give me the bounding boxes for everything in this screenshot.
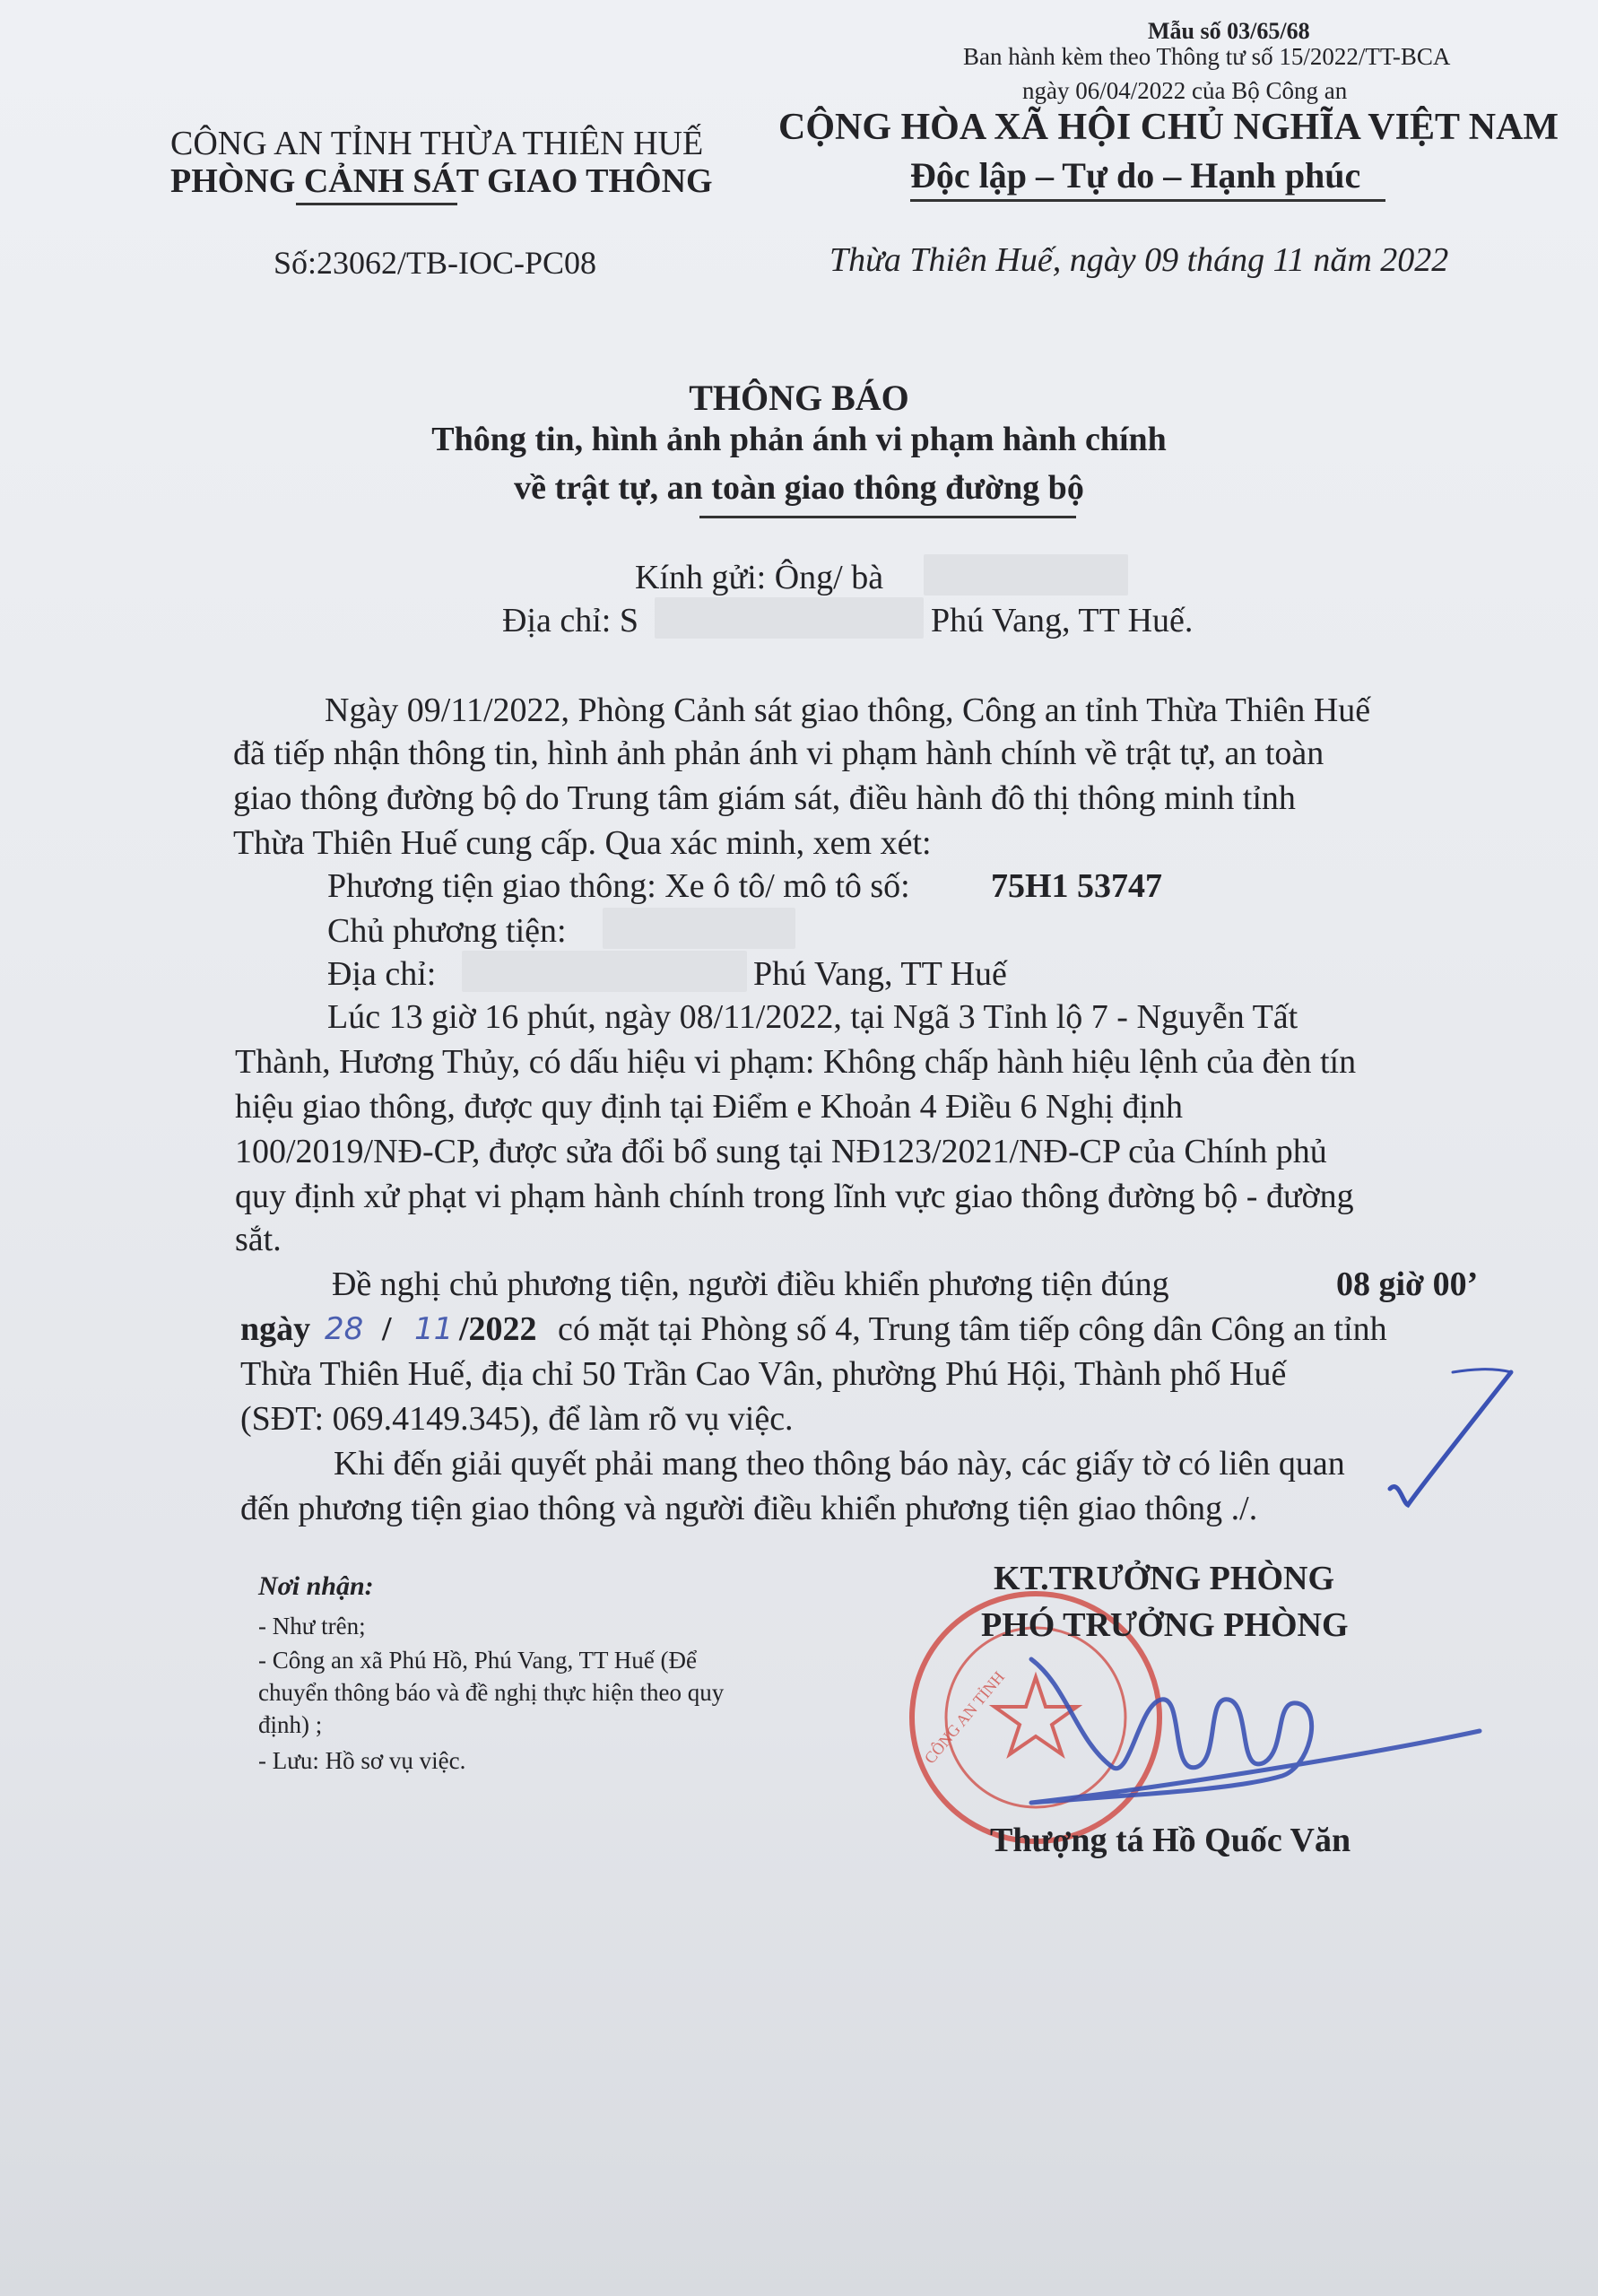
body-line: Lúc 13 giờ 16 phút, ngày 08/11/2022, tại Ngã 3 Tỉnh lộ 7 - Nguyễn Tất	[327, 998, 1298, 1036]
form-issued-by: Ban hành kèm theo Thông tư số 15/2022/TT-BCA	[963, 43, 1451, 70]
redacted-owner	[603, 908, 795, 949]
motto-underline	[910, 199, 1385, 202]
body-line: hiệu giao thông, được quy định tại Điểm e Khoản 4 Điều 6 Nghị định	[235, 1088, 1184, 1126]
handwritten-month: 11	[414, 1311, 454, 1347]
document-title: THÔNG BÁO	[689, 378, 909, 418]
body-line: Đề nghị chủ phương tiện, người điều khiển phương tiện đúng	[332, 1265, 1169, 1303]
body-line: Ngày 09/11/2022, Phòng Cảnh sát giao thông, Công an tỉnh Thừa Thiên Huế	[325, 691, 1371, 729]
subtitle-underline	[699, 516, 1076, 518]
body-line: có mặt tại Phòng số 4, Trung tâm tiếp công dân Công an tỉnh	[558, 1310, 1387, 1348]
recipient-address-tail: Phú Vang, TT Huế.	[931, 602, 1194, 639]
owner-address-tail: Phú Vang, TT Huế	[753, 955, 1007, 993]
country-name: CỘNG HÒA XÃ HỘI CHỦ NGHĨA VIỆT NAM	[778, 107, 1559, 148]
appointment-year: /2022	[459, 1310, 537, 1348]
owner-label: Chủ phương tiện:	[327, 912, 567, 950]
document-number: Số:23062/TB-IOC-PC08	[274, 245, 597, 281]
handwritten-day: 28	[325, 1311, 364, 1347]
department-name: PHÒNG CẢNH SÁT GIAO THÔNG	[170, 162, 713, 200]
license-plate: 75H1 53747	[991, 867, 1163, 905]
body-line: sắt.	[235, 1221, 282, 1258]
recipient-item: - Công an xã Phú Hồ, Phú Vang, TT Huế (Để	[258, 1647, 697, 1674]
place-and-date: Thừa Thiên Huế, ngày 09 tháng 11 năm 2022	[829, 241, 1449, 279]
document-subtitle-line2: về trật tự, an toàn giao thông đường bộ	[514, 469, 1084, 507]
handwritten-signature	[1013, 1632, 1515, 1821]
form-code: Mẫu số 03/65/68	[1148, 18, 1310, 44]
appointment-time: 08 giờ 00’	[1336, 1265, 1479, 1303]
recipient-item: - Như trên;	[258, 1613, 366, 1639]
appointment-day-label: ngày	[240, 1310, 311, 1348]
svg-text:CÔNG AN TỈNH: CÔNG AN TỈNH	[920, 1667, 1009, 1768]
form-issue-date: ngày 06/04/2022 của Bộ Công an	[1022, 77, 1348, 104]
national-motto: Độc lập – Tự do – Hạnh phúc	[910, 155, 1361, 196]
recipient-address-label: Địa chỉ: S	[502, 602, 638, 639]
handwritten-check-mark	[1345, 1345, 1524, 1525]
agency-name: CÔNG AN TỈNH THỪA THIÊN HUẾ	[170, 125, 704, 162]
department-underline	[296, 203, 457, 205]
body-line: Thừa Thiên Huế, địa chỉ 50 Trần Cao Vân, phường Phú Hội, Thành phố Huế	[240, 1355, 1287, 1393]
body-line: đã tiếp nhận thông tin, hình ảnh phản ánh vi phạm hành chính về trật tự, an toàn	[233, 735, 1324, 772]
recipient-item: chuyển thông báo và đề nghị thực hiện theo quy	[258, 1679, 725, 1706]
body-line: (SĐT: 069.4149.345), để làm rõ vụ việc.	[240, 1400, 794, 1438]
signatory-name: Thượng tá Hồ Quốc Văn	[990, 1822, 1351, 1859]
recipient-item: - Lưu: Hồ sơ vụ việc.	[258, 1747, 466, 1774]
body-line: Thừa Thiên Huế cung cấp. Qua xác minh, xem xét:	[233, 824, 932, 862]
salutation: Kính gửi: Ông/ bà	[635, 559, 884, 596]
signatory-role1: KT.TRƯỞNG PHÒNG	[994, 1560, 1334, 1597]
signatory-role2: PHÓ TRƯỞNG PHÒNG	[981, 1606, 1349, 1644]
body-line: quy định xử phạt vi phạm hành chính trong lĩnh vực giao thông đường bộ - đường	[235, 1178, 1354, 1215]
body-line: 100/2019/NĐ-CP, được sửa đổi bổ sung tại NĐ123/2021/NĐ-CP của Chính phủ	[235, 1133, 1327, 1170]
recipients-title: Nơi nhận:	[258, 1571, 374, 1601]
vehicle-label: Phương tiện giao thông: Xe ô tô/ mô tô số:	[327, 867, 910, 905]
document-subtitle-line1: Thông tin, hình ảnh phản ánh vi phạm hành chính	[431, 421, 1167, 458]
redacted-owner-address	[462, 951, 747, 992]
body-line: Khi đến giải quyết phải mang theo thông báo này, các giấy tờ có liên quan	[334, 1445, 1345, 1483]
recipient-item: định) ;	[258, 1711, 323, 1738]
owner-address-label: Địa chỉ:	[327, 955, 437, 993]
date-slash: /	[382, 1310, 392, 1348]
body-line: Thành, Hương Thủy, có dấu hiệu vi phạm: Không chấp hành hiệu lệnh của đèn tín	[235, 1043, 1357, 1081]
redacted-address	[655, 597, 924, 639]
body-line: giao thông đường bộ do Trung tâm giám sát, điều hành đô thị thông minh tỉnh	[233, 779, 1296, 817]
redacted-name	[924, 554, 1128, 596]
body-line: đến phương tiện giao thông và người điều khiển phương tiện giao thông ./.	[240, 1490, 1258, 1527]
